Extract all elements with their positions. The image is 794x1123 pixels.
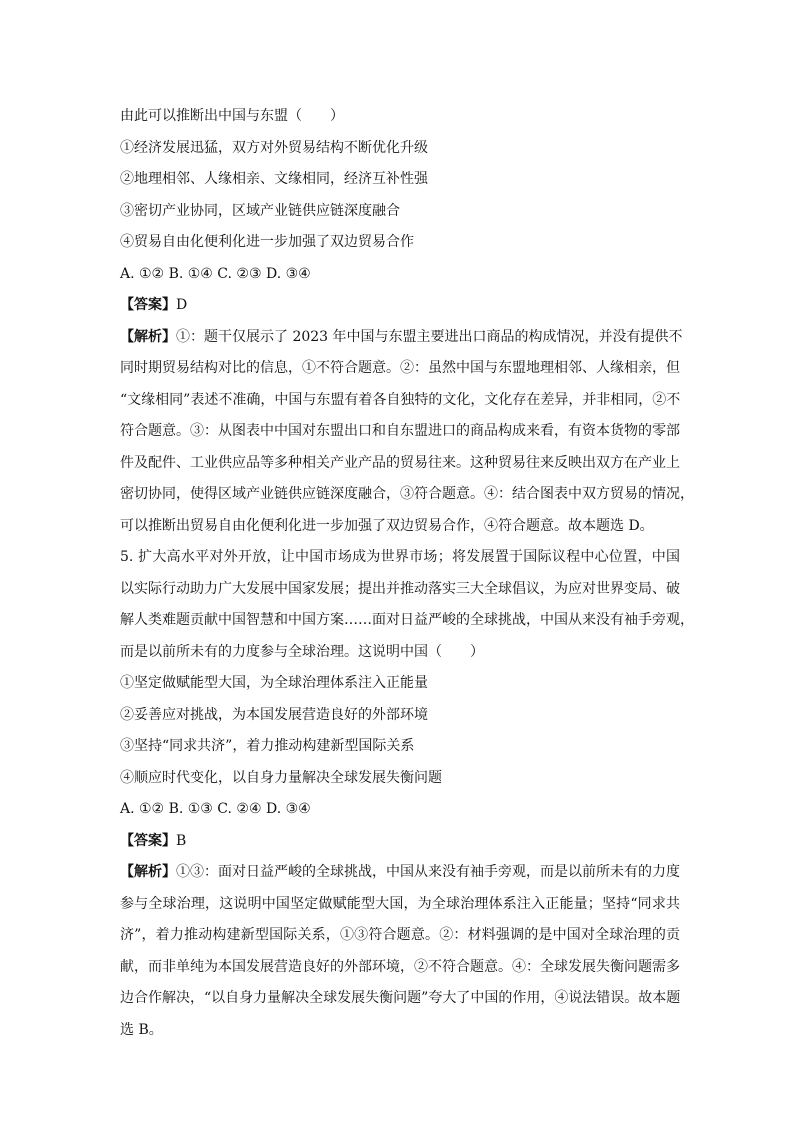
question-5-options: A. ①② B. ①③ C. ②④ D. ③④ <box>120 801 311 817</box>
analysis-line: 献，而非单纯为本国发展营造良好的外部环境，②不符合题意。④：全球发展失衡问题需多 <box>120 958 680 975</box>
analysis-line: “文缘相同”表述不准确，中国与东盟有着各自独特的文化，文化存在差异，并非相同，②不 <box>120 391 681 408</box>
question-5-statement-1: ①坚定做赋能型大国，为全球治理体系注入正能量 <box>120 675 428 691</box>
stem-line: 解人类难题贡献中国智慧和中国方案……面对日益严峻的全球挑战，中国从来没有袖手旁观， <box>120 612 694 628</box>
question-5-stem <box>120 542 694 668</box>
analysis-line: 参与全球治理，这说明中国坚定做赋能型大国，为全球治理体系注入正能量；坚持“同求共 <box>120 895 680 912</box>
question-4-statement-4: ④贸易自由化便利化进一步加强了双边贸易合作 <box>120 234 414 250</box>
question-5-analysis <box>120 857 680 1046</box>
question-4-options: A. ①② B. ①④ C. ②③ D. ③④ <box>120 265 311 282</box>
analysis-tag: 【解析】 <box>120 864 176 880</box>
page-content <box>120 101 694 1046</box>
question-4-answer <box>120 290 680 322</box>
question-4-stem: 由此可以推断出中国与东盟（ ） <box>120 108 344 124</box>
analysis-line: 密切协同，使得区域产业链供应链深度融合，③符合题意。④：结合图表中双方贸易的情况， <box>120 486 694 502</box>
analysis-line: 同时期贸易结构对比的信息，①不符合题意。②：虽然中国与东盟地理相邻、人缘相亲，但 <box>120 360 680 376</box>
question-4 <box>120 101 694 542</box>
question-5 <box>120 542 694 1046</box>
analysis-text: ①：题干仅展示了 2023 年中国与东盟主要进出口商品的构成情况，并没有提供不 <box>176 328 683 345</box>
question-4-statement-2: ②地理相邻、人缘相亲、文缘相同，经济互补性强 <box>120 171 428 187</box>
question-4-statement-3: ③密切产业协同，区域产业链供应链深度融合 <box>120 202 400 219</box>
answer-tag: 【答案】 <box>120 297 176 313</box>
answer-tag: 【答案】 <box>120 832 176 849</box>
question-5-statement-4: ④顺应时代变化，以自身力量解决全球发展失衡问题 <box>120 769 442 786</box>
answer-value: D <box>176 297 188 313</box>
question-5-answer <box>120 826 680 858</box>
analysis-line: 济”，着力推动构建新型国际关系，①③符合题意。②：材料强调的是中国对全球治理的贡 <box>120 927 680 943</box>
question-4-analysis <box>120 322 694 543</box>
analysis-text: ①③：面对日益严峻的全球挑战，中国从来没有袖手旁观，而是以前所未有的力度 <box>176 864 680 880</box>
analysis-line <box>120 322 683 354</box>
analysis-line: 件及配件、工业供应品等多种相关产业产品的贸易往来。这种贸易往来反映出双方在产业上 <box>120 454 680 471</box>
analysis-line: 选 B。 <box>120 1021 163 1038</box>
stem-line: 而是以前所未有的力度参与全球治理。这说明中国（ ） <box>120 643 484 660</box>
question-4-statement-1: ①经济发展迅猛，双方对外贸易结构不断优化升级 <box>120 139 428 156</box>
analysis-tag: 【解析】 <box>120 328 176 345</box>
stem-line: 以实际行动助力广大发展中国家发展；提出并推动落实三大全球倡议，为应对世界变局、破 <box>120 580 680 597</box>
analysis-line: 符合题意。③：从图表中中国对东盟出口和自东盟进口的商品构成来看，有资本货物的零部 <box>120 423 680 439</box>
question-5-statement-2: ②妥善应对挑战，为本国发展营造良好的外部环境 <box>120 706 428 723</box>
analysis-line: 可以推断出贸易自由化便利化进一步加强了双边贸易合作，④符合题意。故本题选 D。 <box>120 517 654 534</box>
stem-line: 5. 扩大高水平对外开放，让中国市场成为世界市场；将发展置于国际议程中心位置，中国 <box>120 549 680 565</box>
question-5-statement-3: ③坚持“同求共济”，着力推动构建新型国际关系 <box>120 738 415 754</box>
analysis-line <box>120 857 680 889</box>
answer-value: B <box>176 832 187 849</box>
analysis-line: 边合作解决，“以自身力量解决全球发展失衡问题”夸大了中国的作用，④说法错误。故本题 <box>120 990 681 1006</box>
